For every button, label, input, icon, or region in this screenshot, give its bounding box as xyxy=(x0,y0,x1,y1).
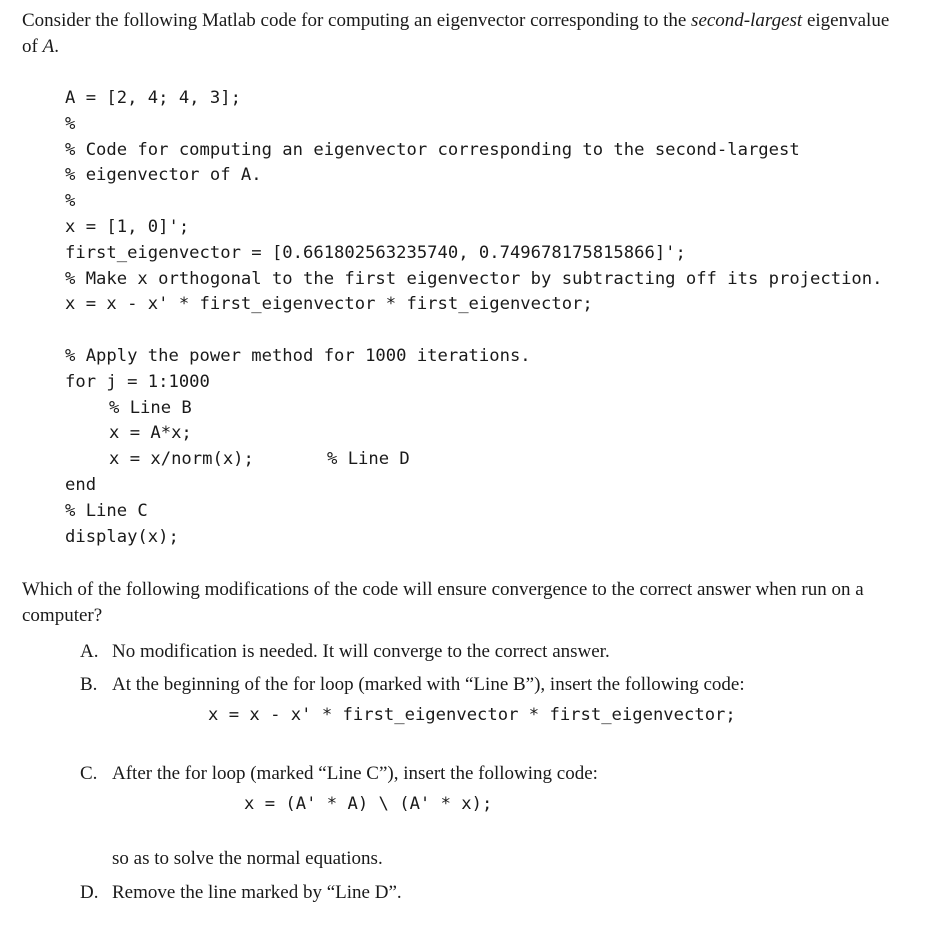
option-c xyxy=(80,761,598,787)
option-d-text: Remove the line marked by “Line D”. xyxy=(112,882,402,903)
code-line: % Apply the power method for 1000 iterations. xyxy=(65,345,531,366)
intro-emphasis-second-largest: second-largest xyxy=(691,10,803,31)
code-line: first_eigenvector = [0.661802563235740, 0.749678175815866]'; xyxy=(65,242,686,263)
code-line: A = [2, 4; 4, 3]; xyxy=(65,88,241,108)
matlab-code-block xyxy=(65,86,882,550)
code-line: end xyxy=(65,474,97,495)
code-line: x = A*x; xyxy=(109,423,192,444)
option-a-letter: A. xyxy=(80,641,99,662)
intro-text-1: Consider the following Matlab code for computing an eigenvector corresponding to the xyxy=(22,10,692,31)
option-b-code: x = x - x' * first_eigenvector * first_eigenvector; xyxy=(208,705,736,725)
code-normalize-statement: x = x/norm(x); xyxy=(109,449,254,470)
code-line: % eigenvector of A. xyxy=(65,165,262,186)
code-line: for j = 1:1000 xyxy=(65,371,210,392)
code-line: % xyxy=(65,113,76,134)
code-line-line-b: % Line B xyxy=(109,397,192,418)
option-d-letter: D. xyxy=(80,882,99,903)
code-line-blank xyxy=(65,318,882,344)
code-line: % Code for computing an eigenvector corresponding to the second-largest xyxy=(65,139,800,160)
intro-text-2: eigenvalue of xyxy=(22,10,890,57)
code-line: display(x); xyxy=(65,526,179,547)
code-line: % xyxy=(65,191,76,212)
code-line-line-c: % Line C xyxy=(65,500,148,521)
code-line: x = [1, 0]'; xyxy=(65,216,190,237)
option-b xyxy=(80,672,745,698)
option-c-code: x = (A' * A) \ (A' * x); xyxy=(244,794,493,814)
option-c-text: After the for loop (marked “Line C”), insert the following code: xyxy=(112,763,598,784)
intro-text-3: . xyxy=(54,36,59,57)
option-b-text: At the beginning of the for loop (marked with “Line B”), insert the following code: xyxy=(112,674,745,695)
option-b-letter: B. xyxy=(80,674,98,695)
intro-paragraph xyxy=(22,8,902,60)
option-d xyxy=(80,880,402,906)
code-line-normalize xyxy=(65,447,882,473)
option-a-text: No modification is needed. It will converge to the correct answer. xyxy=(112,641,610,662)
intro-emphasis-matrix: A xyxy=(42,36,55,57)
option-c-letter: C. xyxy=(80,763,98,784)
code-line: % Make x orthogonal to the first eigenvector by subtracting off its projection. xyxy=(65,268,883,289)
option-a xyxy=(80,639,610,665)
option-c-note: so as to solve the normal equations. xyxy=(112,848,383,869)
code-comment-line-d: % Line D xyxy=(327,449,410,470)
question-paragraph: Which of the following modifications of the code will ensure convergence to the correct answer when run on a computer? xyxy=(22,579,864,626)
code-line: x = x - x' * first_eigenvector * first_eigenvector; xyxy=(65,294,593,315)
